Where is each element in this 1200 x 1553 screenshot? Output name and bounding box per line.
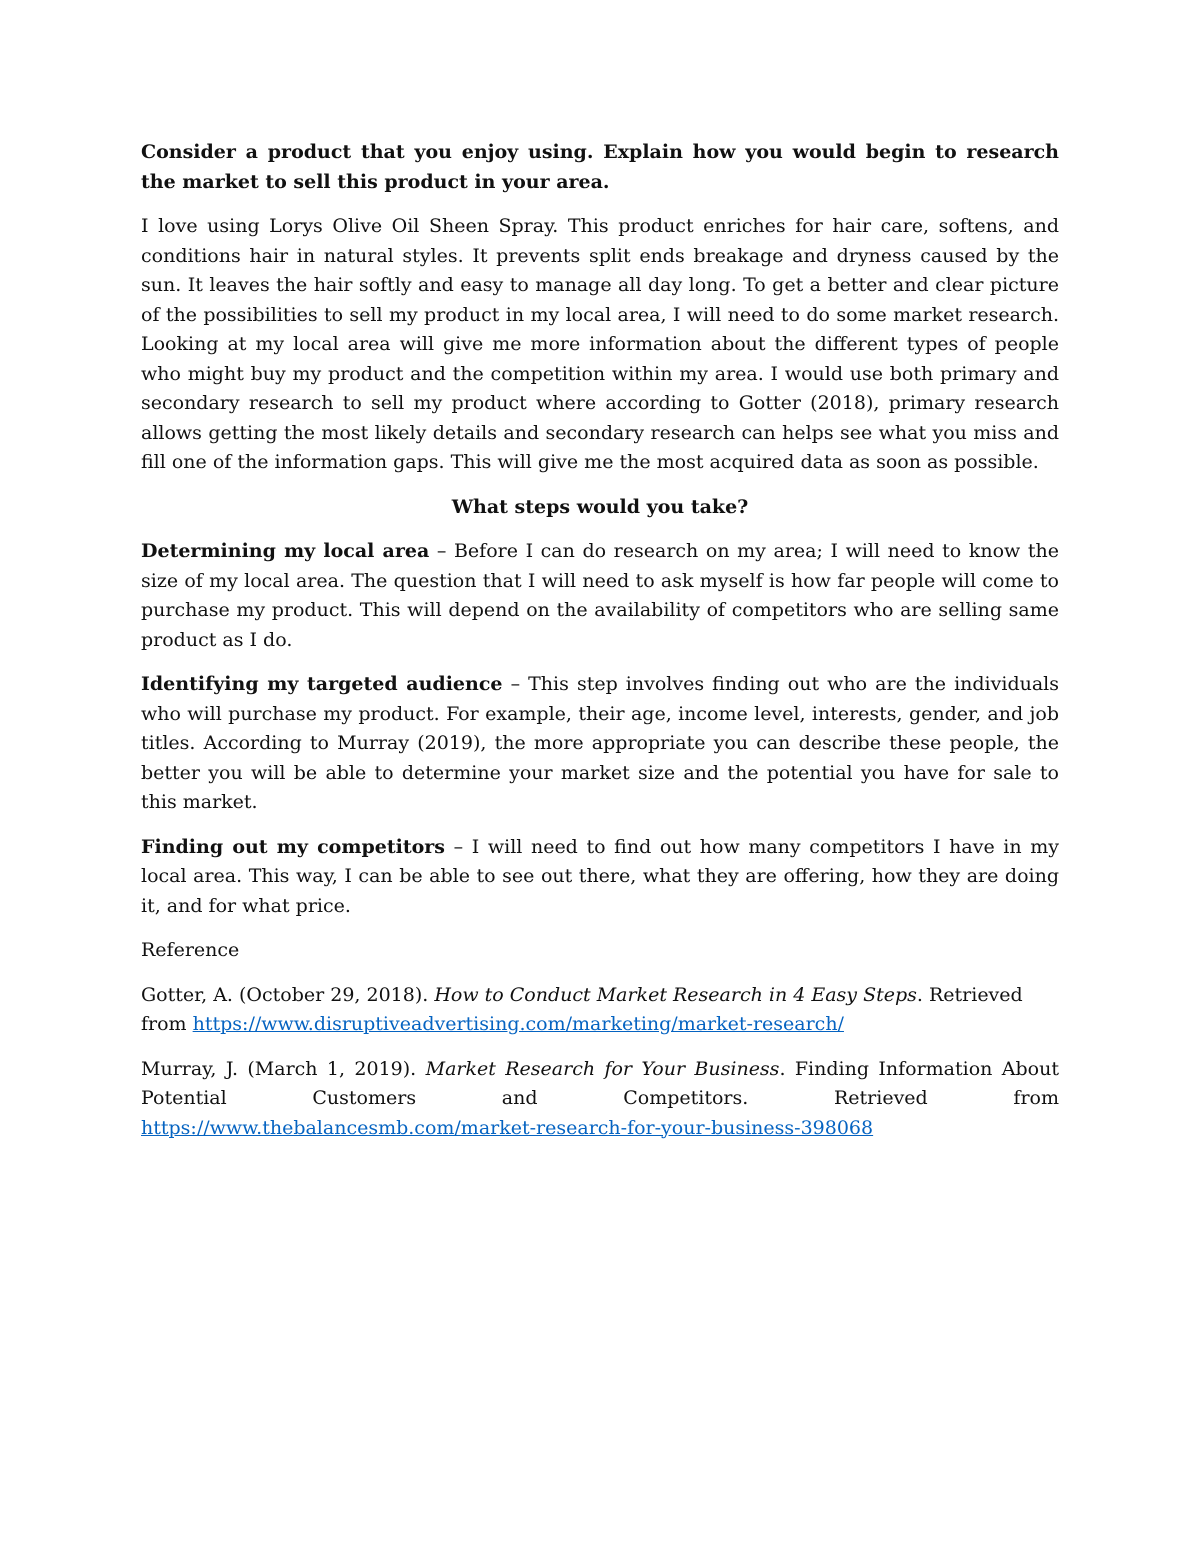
- step-text: – This step involves finding out who are the individuals who will purchase my product. For example, their age, income level, interests, gender, and job titles. According to Murray (2019), the more appropriate you can describe these people, the better you will be able to determine your market size and the potential you have for sale to this market.: [141, 673, 1060, 813]
- reference-retrieved: . Finding Information About Potential Customers and Competitors. Retrieved from: [141, 1057, 1059, 1109]
- reference-link[interactable]: https://www.thebalancesmb.com/market-research-for-your-business-398068: [141, 1116, 874, 1139]
- step-text: – I will need to find out how many competitors I have in my local area. This way, I can be able to see out there, what they are offering, how they are doing it, and for what price.: [141, 835, 1059, 917]
- step-paragraph: [141, 537, 1059, 655]
- reference-author-date: Gotter, A. (October 29, 2018).: [141, 983, 435, 1006]
- reference-entry: [141, 1055, 1059, 1144]
- reference-heading: Reference: [141, 939, 240, 961]
- reference-title: How to Conduct Market Research in 4 Easy Steps: [434, 983, 917, 1006]
- question-heading: Consider a product that you enjoy using. Explain how you would begin to research the market to sell this product in your area.: [141, 141, 1059, 193]
- step-lead: Determining my local area: [141, 540, 430, 562]
- reference-author-date: Murray, J. (March 1, 2019).: [141, 1057, 426, 1080]
- step-paragraph: [141, 833, 1059, 922]
- steps-heading: What steps would you take?: [451, 495, 749, 518]
- reference-entry: [141, 981, 1059, 1040]
- document-page: [141, 138, 1059, 1158]
- intro-paragraph: I love using Lorys Olive Oil Sheen Spray. This product enriches for hair care, softens, and conditions hair in natural styles. It prevents split ends breakage and dryness caused by the sun. It leaves the hair softly and easy to manage all day long. To get a better and clear picture of the possibilities to sell my product in my local area, I will need to do some market research. Looking at my local area will give me more information about the different types of people who might buy my product and the competition within my area. I would use both primary and secondary research to sell my product where according to Gotter (2018), primary research allows getting the most likely details and secondary research can helps see what you miss and fill one of the information gaps. This will give me the most acquired data as soon as possible.: [141, 215, 1059, 473]
- step-text: – Before I can do research on my area; I will need to know the size of my local area. The question that I will need to ask myself is how far people will come to purchase my product. This will depend on the availability of competitors who are selling same product as I do.: [141, 540, 1059, 651]
- step-lead: Finding out my competitors: [141, 835, 445, 858]
- reference-link[interactable]: https://www.disruptiveadvertising.com/marketing/market-research/: [192, 1013, 844, 1035]
- reference-title: Market Research for Your Business: [425, 1057, 780, 1080]
- step-paragraph: [141, 670, 1059, 818]
- reference-retrieved: . Retrieved from: [141, 983, 1023, 1035]
- step-lead: Identifying my targeted audience: [141, 673, 503, 695]
